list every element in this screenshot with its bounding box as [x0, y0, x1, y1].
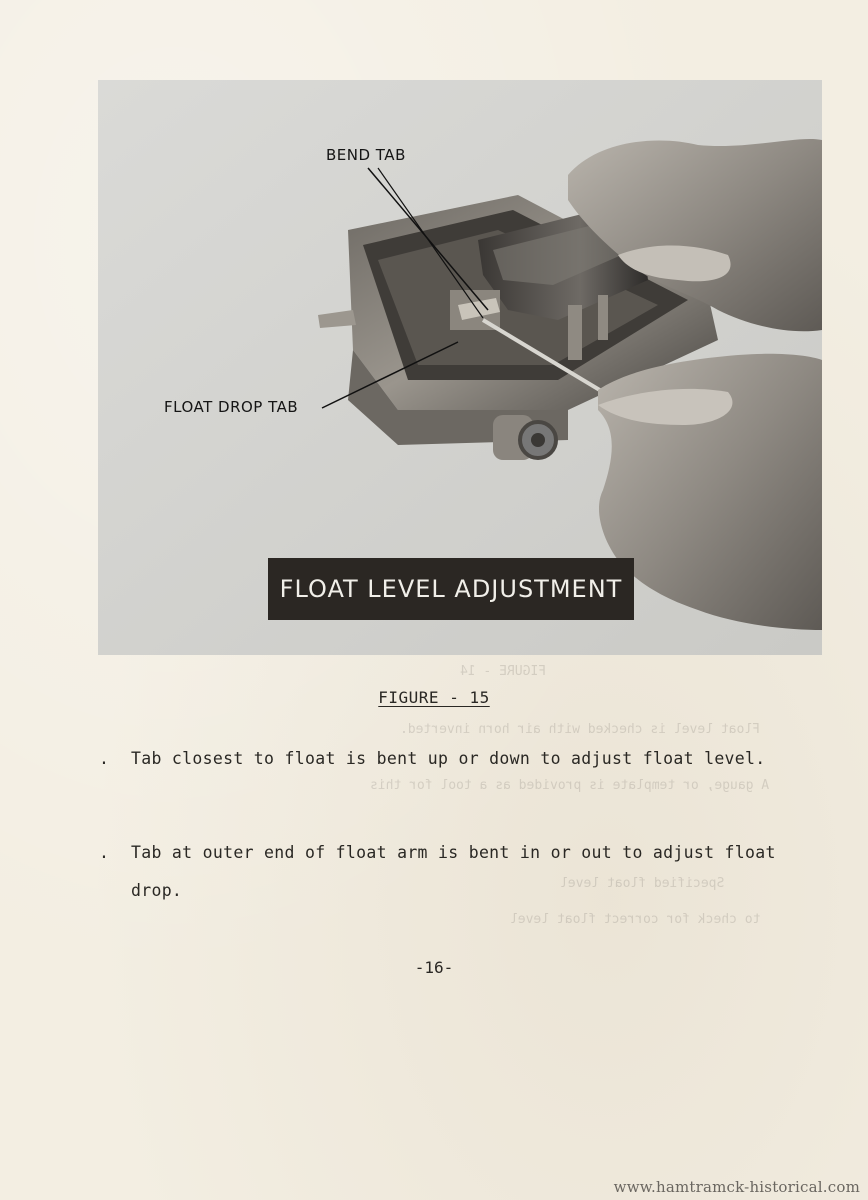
- bleed-through-text: FIGURE - 14: [460, 664, 547, 679]
- figure-caption-text: FIGURE - 15: [378, 688, 490, 707]
- page-number: -16-: [414, 958, 454, 977]
- bend-tab-label: BEND TAB: [326, 146, 406, 164]
- figure-banner: FLOAT LEVEL ADJUSTMENT: [268, 558, 634, 620]
- bleed-through-text: A gauge, or template is provided as a tool for this: [370, 778, 770, 793]
- bullet-marker: .: [99, 749, 110, 768]
- site-watermark: www.hamtramck-historical.com: [613, 1178, 860, 1196]
- bleed-through-text: Specified float level: [560, 876, 725, 891]
- bullet-text: Tab at outer end of float arm is bent in or out to adjust float drop.: [131, 843, 776, 900]
- bullet-text: Tab closest to float is bent up or down to adjust float level.: [131, 749, 766, 768]
- figure-caption: [0, 688, 868, 707]
- bullet-marker: .: [99, 843, 110, 862]
- bleed-through-text: to check for correct float level: [510, 912, 761, 927]
- bleed-through-text: Float level is checked with air horn inverted.: [400, 722, 761, 737]
- figure-photo: [98, 80, 822, 655]
- float-drop-tab-label: FLOAT DROP TAB: [164, 398, 299, 416]
